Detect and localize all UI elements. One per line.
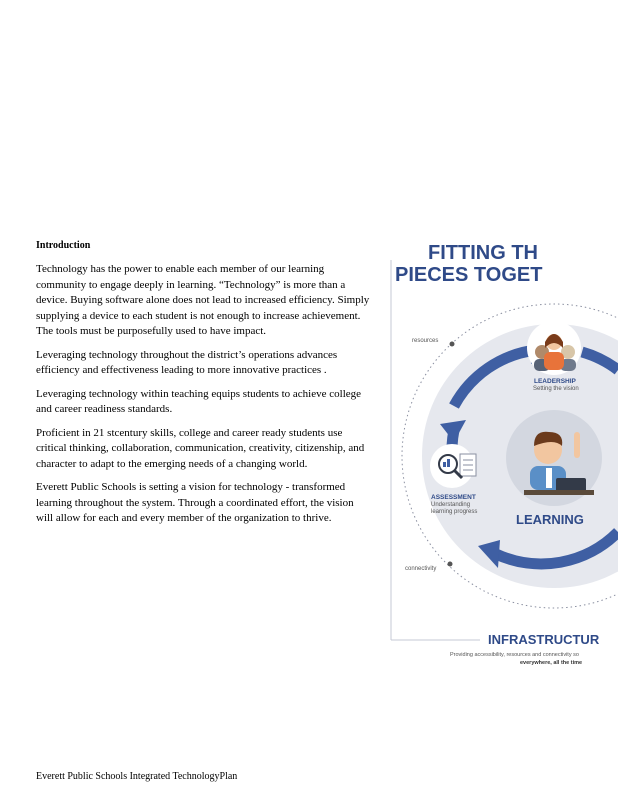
page-footer: Everett Public Schools Integrated TechnologyPlan bbox=[36, 771, 238, 782]
learning-label: LEARNING bbox=[516, 512, 584, 527]
connectivity-label: connectivity bbox=[405, 566, 437, 572]
paragraph: Leveraging technology within teaching equips students to achieve college and career readiness standards. bbox=[36, 387, 362, 415]
assessment-label: ASSESSMENT bbox=[431, 494, 476, 501]
assessment-subtitle-1: Understanding bbox=[431, 502, 471, 508]
infographic-title bbox=[395, 242, 618, 286]
infrastructure-subtitle-2: everywhere, all the time bbox=[520, 660, 583, 666]
infographic-graphic bbox=[384, 236, 618, 676]
resources-label: resources bbox=[412, 338, 439, 344]
paragraph: Everett Public Schools is setting a vision for technology - transformed learning throughout the system. Through a coordinated effort, the vision will allow for each and every member of the organization to thrive. bbox=[36, 481, 354, 524]
paragraph: Technology has the power to enable each member of our learning community to engage deeply in learning. “Technology” is more than a device. Buying software alone does not lead to increased efficiency. Simply supplying a device to each student is not enough to increase achievement. The tools must be purposefully used to have impact. bbox=[36, 263, 370, 337]
assessment-subtitle-2: learning progress bbox=[431, 509, 478, 515]
resources-dot bbox=[450, 342, 455, 347]
infrastructure-label: INFRASTRUCTUR bbox=[488, 632, 600, 647]
body-text bbox=[36, 262, 372, 535]
title-line-1: FITTING TH bbox=[428, 242, 538, 264]
paragraph: Leveraging technology throughout the district’s operations advances efficiency and effectiveness leading to more innovative practices . bbox=[36, 348, 338, 376]
learning-icon bbox=[506, 410, 602, 506]
infrastructure-subtitle-1: Providing accessibility, resources and connectivity so bbox=[450, 652, 579, 658]
infographic bbox=[384, 236, 618, 676]
title-line-2: PIECES TOGET bbox=[395, 264, 543, 286]
leadership-icon bbox=[527, 321, 581, 375]
paragraph: Proficient in 21 stcentury skills, college and career ready students use critical thinking, collaboration, communication, creativity, citizenship, and character to adapt to the emerging needs of a changing world. bbox=[36, 426, 365, 470]
leadership-subtitle: Setting the vision bbox=[533, 386, 579, 392]
section-heading: Introduction bbox=[36, 240, 91, 251]
leadership-label: LEADERSHIP bbox=[534, 378, 576, 385]
connectivity-dot bbox=[448, 562, 453, 567]
